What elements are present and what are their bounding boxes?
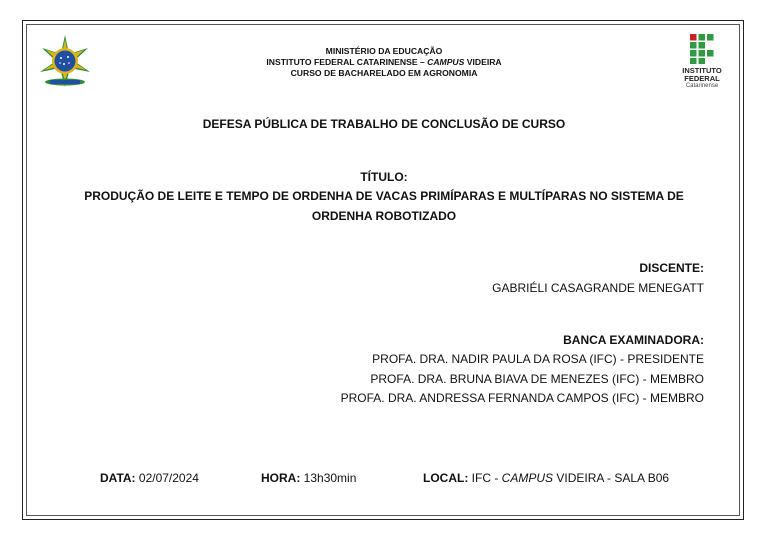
board-member: PROFA. DRA. BRUNA BIAVA DE MENEZES (IFC) - MEMBRO xyxy=(370,372,704,386)
location-campus-word: CAMPUS xyxy=(501,471,554,485)
time-label: HORA: xyxy=(261,471,301,485)
location-value-c: VIDEIRA - SALA B06 xyxy=(553,471,670,485)
date-value: 02/07/2024 xyxy=(138,471,199,485)
footer-location xyxy=(423,471,669,485)
board-label: BANCA EXAMINADORA: xyxy=(563,333,704,347)
location-label: LOCAL: xyxy=(423,471,469,485)
header-campus-word: CAMPUS xyxy=(427,57,465,67)
header-campus-name: VIDEIRA xyxy=(464,57,502,67)
board-member: PROFA. DRA. ANDRESSA FERNANDA CAMPOS (IFC) - MEMBRO xyxy=(340,391,704,405)
inner-border xyxy=(26,24,740,516)
location-value-a: IFC - xyxy=(471,471,502,485)
board-member: PROFA. DRA. NADIR PAULA DA ROSA (IFC) - PRESIDENTE xyxy=(372,352,704,366)
header-institute-name: INSTITUTO FEDERAL CATARINENSE – xyxy=(266,57,428,67)
footer-date xyxy=(100,471,199,485)
header-course: CURSO DE BACHARELADO EM AGRONOMIA xyxy=(290,68,478,78)
footer-time xyxy=(261,471,356,485)
student-name: GABRIÉLI CASAGRANDE MENEGATT xyxy=(492,281,704,295)
ifc-logo-text-1: INSTITUTO xyxy=(682,66,722,75)
header-ministry: MINISTÉRIO DA EDUCAÇÃO xyxy=(325,46,443,56)
title-label: TÍTULO: xyxy=(360,170,408,184)
title-text xyxy=(60,186,708,226)
ifc-logo-text-3: Catarinense xyxy=(685,83,719,89)
date-label: DATA: xyxy=(100,471,136,485)
title-line-2: ORDENHA ROBOTIZADO xyxy=(311,209,457,223)
ifc-logo-grid xyxy=(690,34,714,64)
time-value: 13h30min xyxy=(303,471,357,485)
ifc-logo-icon xyxy=(676,34,728,92)
document-heading: DEFESA PÚBLICA DE TRABALHO DE CONCLUSÃO DE CURSO xyxy=(202,117,566,131)
title-line-1: PRODUÇÃO DE LEITE E TEMPO DE ORDENHA DE VACAS PRIMÍPARAS E MULTÍPARAS NO SISTEMA DE xyxy=(84,189,684,203)
header-institute xyxy=(150,57,618,68)
student-label: DISCENTE: xyxy=(639,261,704,275)
brazil-coat-of-arms-icon xyxy=(36,34,94,88)
ifc-logo-text-2: FEDERAL xyxy=(684,74,720,83)
